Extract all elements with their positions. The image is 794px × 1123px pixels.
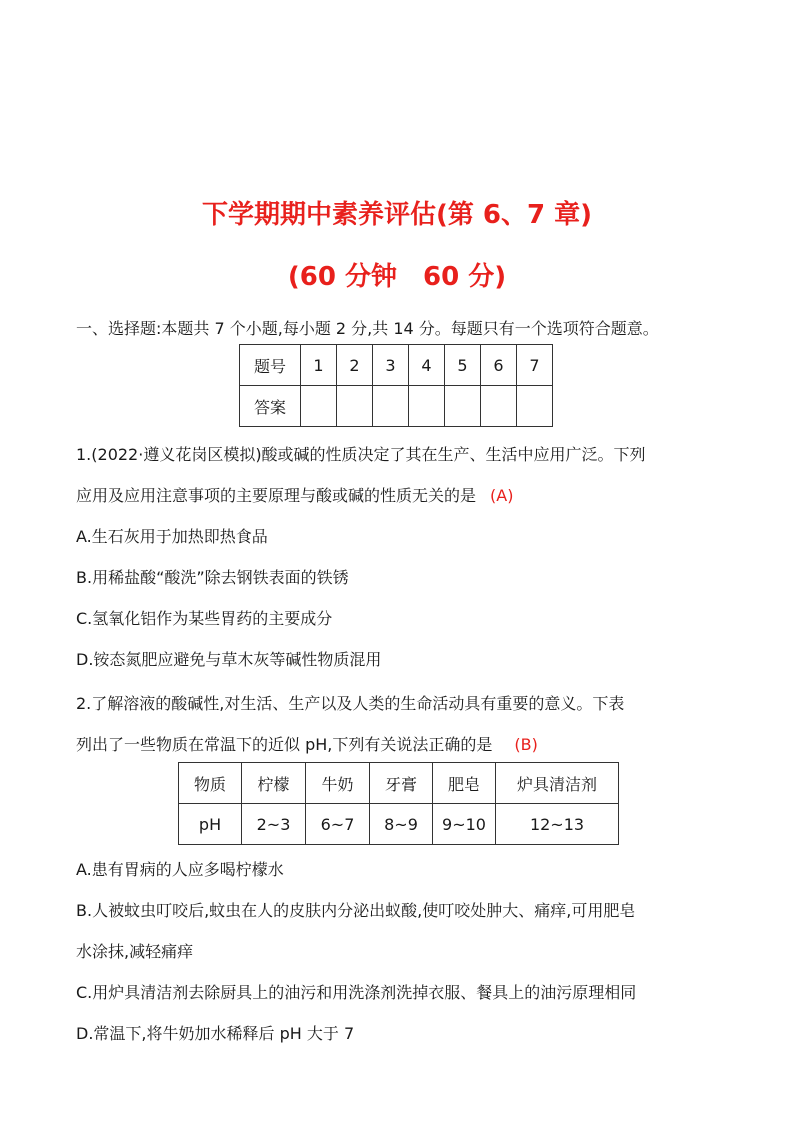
answer-table bbox=[239, 344, 553, 427]
table-cell: 炉具清洁剂 bbox=[496, 763, 619, 804]
table-cell: 5 bbox=[445, 345, 481, 386]
answer-cell bbox=[301, 386, 337, 427]
ph-table bbox=[178, 762, 619, 845]
question-1-option-b: B.用稀盐酸“酸洗”除去钢铁表面的铁锈 bbox=[76, 568, 349, 587]
table-cell: 牛奶 bbox=[306, 763, 370, 804]
table-cell: 题号 bbox=[240, 345, 301, 386]
table-cell: 4 bbox=[409, 345, 445, 386]
question-2-option-a: A.患有胃病的人应多喝柠檬水 bbox=[76, 860, 284, 879]
table-cell: 6~7 bbox=[306, 804, 370, 845]
question-1-stem-line1: 1.(2022·遵义花岗区模拟)酸或碱的性质决定了其在生产、生活中应用广泛。下列 bbox=[76, 445, 646, 464]
table-cell: 物质 bbox=[179, 763, 242, 804]
table-cell: 1 bbox=[301, 345, 337, 386]
question-1-option-a: A.生石灰用于加热即热食品 bbox=[76, 527, 268, 546]
table-cell: pH bbox=[179, 804, 242, 845]
section-heading: 一、选择题:本题共 7 个小题,每小题 2 分,共 14 分。每题只有一个选项符合题意。 bbox=[76, 319, 659, 338]
question-2-option-b-line1: B.人被蚊虫叮咬后,蚊虫在人的皮肤内分泌出蚁酸,使叮咬处肿大、痛痒,可用肥皂 bbox=[76, 901, 636, 920]
page-subtitle: (60 分钟 60 分) bbox=[287, 262, 507, 292]
answer-cell bbox=[409, 386, 445, 427]
table-cell: 8~9 bbox=[370, 804, 433, 845]
question-2-option-d: D.常温下,将牛奶加水稀释后 pH 大于 7 bbox=[76, 1024, 355, 1043]
table-cell: 3 bbox=[373, 345, 409, 386]
page-title: 下学期期中素养评估(第 6、7 章) bbox=[201, 200, 593, 230]
table-cell: 7 bbox=[517, 345, 553, 386]
answer-cell bbox=[337, 386, 373, 427]
question-2-answer: (B) bbox=[514, 735, 538, 754]
table-cell: 柠檬 bbox=[242, 763, 306, 804]
table-cell: 9~10 bbox=[433, 804, 496, 845]
table-row bbox=[240, 345, 553, 386]
answer-cell bbox=[517, 386, 553, 427]
question-1-option-d: D.铵态氮肥应避免与草木灰等碱性物质混用 bbox=[76, 650, 382, 669]
question-2-stem-line2 bbox=[76, 732, 538, 755]
answer-cell bbox=[373, 386, 409, 427]
question-2-option-c: C.用炉具清洁剂去除厨具上的油污和用洗涤剂洗掉衣服、餐具上的油污原理相同 bbox=[76, 983, 637, 1002]
answer-cell bbox=[445, 386, 481, 427]
table-cell: 答案 bbox=[240, 386, 301, 427]
table-cell: 12~13 bbox=[496, 804, 619, 845]
question-1-stem-text: 应用及应用注意事项的主要原理与酸或碱的性质无关的是 bbox=[76, 486, 477, 505]
question-2-stem-text: 列出了一些物质在常温下的近似 pH,下列有关说法正确的是 bbox=[76, 735, 493, 754]
table-cell: 肥皂 bbox=[433, 763, 496, 804]
question-1-stem-line2 bbox=[76, 483, 513, 506]
table-cell: 6 bbox=[481, 345, 517, 386]
table-cell: 牙膏 bbox=[370, 763, 433, 804]
question-2-option-b-line2: 水涂抹,减轻痛痒 bbox=[76, 942, 194, 961]
table-row bbox=[179, 804, 619, 845]
question-1-answer: (A) bbox=[490, 486, 514, 505]
table-cell: 2 bbox=[337, 345, 373, 386]
table-row bbox=[179, 763, 619, 804]
question-2-stem-line1: 2.了解溶液的酸碱性,对生活、生产以及人类的生命活动具有重要的意义。下表 bbox=[76, 694, 625, 713]
question-1-option-c: C.氢氧化铝作为某些胃药的主要成分 bbox=[76, 609, 333, 628]
table-row bbox=[240, 386, 553, 427]
answer-cell bbox=[481, 386, 517, 427]
table-cell: 2~3 bbox=[242, 804, 306, 845]
